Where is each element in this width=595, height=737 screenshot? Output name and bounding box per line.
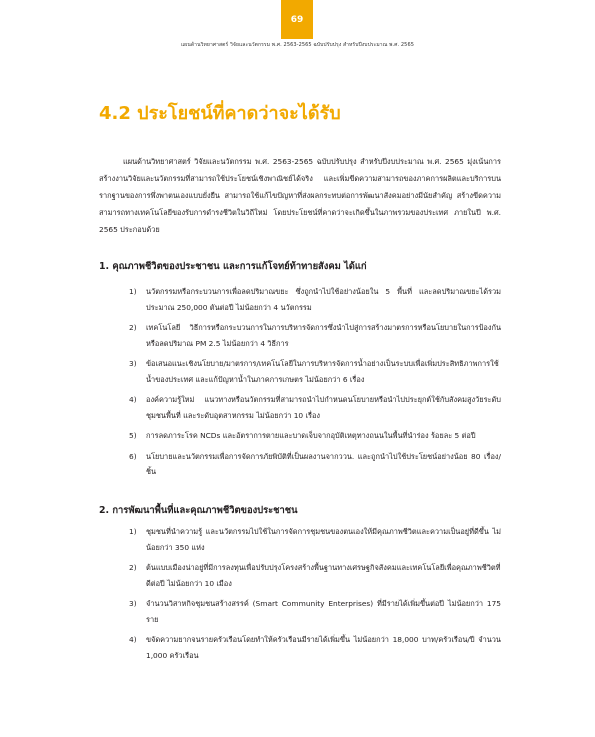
item-text: ชุมชนที่นำความรู้ และนวัตกรรมไปใช้ในการจัดการชุมชนของตนเองให้มีคุณภาพชีวิตและความเป็นอยู่ที่ดีขึ้น ไม่น้อยกว่า 350 แห่ง	[146, 527, 501, 552]
benefit-list-quality-of-life	[129, 284, 501, 485]
list-item	[129, 560, 501, 591]
subheading-quality-of-life: 1. คุณภาพชีวิตของประชาชน และการแก้โจทย์ท้าทายสังคม ได้แก่	[99, 261, 367, 272]
item-number: 4)	[129, 635, 137, 644]
list-item	[129, 596, 501, 627]
list-item	[129, 632, 501, 663]
item-number: 1)	[129, 527, 137, 536]
item-text: การลดภาระโรค NCDs และอัตราการตายและบาดเจ็บจากอุบัติเหตุทางถนนในพื้นที่นำร่อง ร้อยละ 5 ต่อปี	[146, 431, 476, 440]
item-number: 2)	[129, 323, 137, 332]
item-number: 3)	[129, 599, 137, 608]
item-number: 1)	[129, 287, 137, 296]
list-item	[129, 284, 501, 315]
page-number: 69	[290, 14, 304, 25]
section-title: 4.2 ประโยชน์ที่คาดว่าจะได้รับ	[99, 103, 341, 124]
list-item	[129, 524, 501, 555]
item-text: จำนวนวิสาหกิจชุมชนสร้างสรรค์ (Smart Community Enterprises) ที่มีรายได้เพิ่มขึ้นต่อปี ไม่น้อยกว่า 175 ราย	[146, 599, 501, 624]
list-item	[129, 428, 501, 444]
list-item	[129, 449, 501, 480]
item-text: นโยบายและนวัตกรรมเพื่อการจัดการภัยพิบัติที่เป็นผลงานจากววน. และถูกนำไปใช้ประโยชน์อย่างน้อย 80 เรื่อง/ชิ้น	[146, 451, 501, 476]
item-text: ต้นแบบเมืองน่าอยู่ที่มีการลงทุนเพื่อปรับปรุงโครงสร้างพื้นฐานทางเศรษฐกิจสังคมและเทคโนโลยีเพื่อคุณภาพชีวิตที่ดีต่อปี ไม่น้อยกว่า 10 เมือง	[146, 563, 501, 588]
item-number: 2)	[129, 563, 137, 572]
running-header: แผนด้านวิทยาศาสตร์ วิจัยและนวัตกรรม พ.ศ. 2563-2565 ฉบับปรับปรุง สำหรับปีงบประมาณ พ.ศ. 2565	[180, 42, 415, 48]
intro-paragraph: แผนด้านวิทยาศาสตร์ วิจัยและนวัตกรรม พ.ศ. 2563-2565 ฉบับปรับปรุง สำหรับปีงบประมาณ พ.ศ. 2565 มุ่งเน้นการสร้างงานวิจัยและนวัตกรรมที่สามารถใช้ประโยชน์เชิงพาณิชย์ได้จริง และเพิ่มขีดความสามารถของภาคการผลิตและบริการบนรากฐานของการพึ่งพาตนเองแบบยั่งยืน สามารถใช้แก้ไขปัญหาที่ส่งผลกระทบต่อการพัฒนาสังคมอย่างมีนัยสำคัญ สร้างขีดความสามารถทางเทคโนโลยีของรับการดำรงชีวิตในวิถีใหม่ โดยประโยชน์ที่คาดว่าจะเกิดขึ้นในภาพรวมของประเทศ ภายในปี พ.ศ. 2565 ประกอบด้วย	[99, 157, 501, 234]
list-item	[129, 392, 501, 423]
subheading-area-development: 2. การพัฒนาพื้นที่และคุณภาพชีวิตของประชาชน	[99, 505, 298, 516]
benefit-list-area-development	[129, 524, 501, 668]
item-number: 5)	[129, 431, 137, 440]
item-number: 4)	[129, 395, 137, 404]
item-number: 6)	[129, 451, 137, 461]
list-item	[129, 320, 501, 351]
item-text: ข้อเสนอแนะเชิงนโยบาย/มาตรการ/เทคโนโลยีในการบริหารจัดการน้ำอย่างเป็นระบบเพื่อเพิ่มประสิทธิภาพการใช้น้ำของประเทศ และแก้ปัญหาน้ำในภาคการเกษตร ไม่น้อยกว่า 6 เรื่อง	[146, 359, 499, 384]
list-item	[129, 356, 501, 387]
item-text: นวัตกรรมหรือกระบวนการเพื่อลดปริมาณขยะ ซึ่งถูกนำไปใช้อย่างน้อยใน 5 พื้นที่ และลดปริมาณขยะได้รวมประมาณ 250,000 ตันต่อปี ไม่น้อยกว่า 4 นวัตกรรม	[146, 287, 501, 312]
page-number-tab	[281, 0, 313, 39]
item-text: ขจัดความยากจนรายครัวเรือนโดยทำให้ครัวเรือนมีรายได้เพิ่มขึ้น ไม่น้อยกว่า 18,000 บาท/ครัวเรือน/ปี จำนวน 1,000 ครัวเรือน	[146, 635, 501, 660]
item-number: 3)	[129, 359, 137, 368]
item-text: องค์ความรู้ใหม่ แนวทางหรือนวัตกรรมที่สามารถนำไปกำหนดนโยบายหรือนำไปประยุกต์ใช้กับสังคมสูงวัยระดับชุมชนพื้นที่ และระดับอุตสาหกรรม ไม่น้อยกว่า 10 เรื่อง	[146, 395, 501, 420]
item-text: เทคโนโลยี วิธีการหรือกระบวนการในการบริหารจัดการซึ่งนำไปสู่การสร้างมาตรการหรือนโยบายในการป้องกันหรือลดปริมาณ PM 2.5 ไม่น้อยกว่า 4 วิธีการ	[146, 323, 501, 348]
